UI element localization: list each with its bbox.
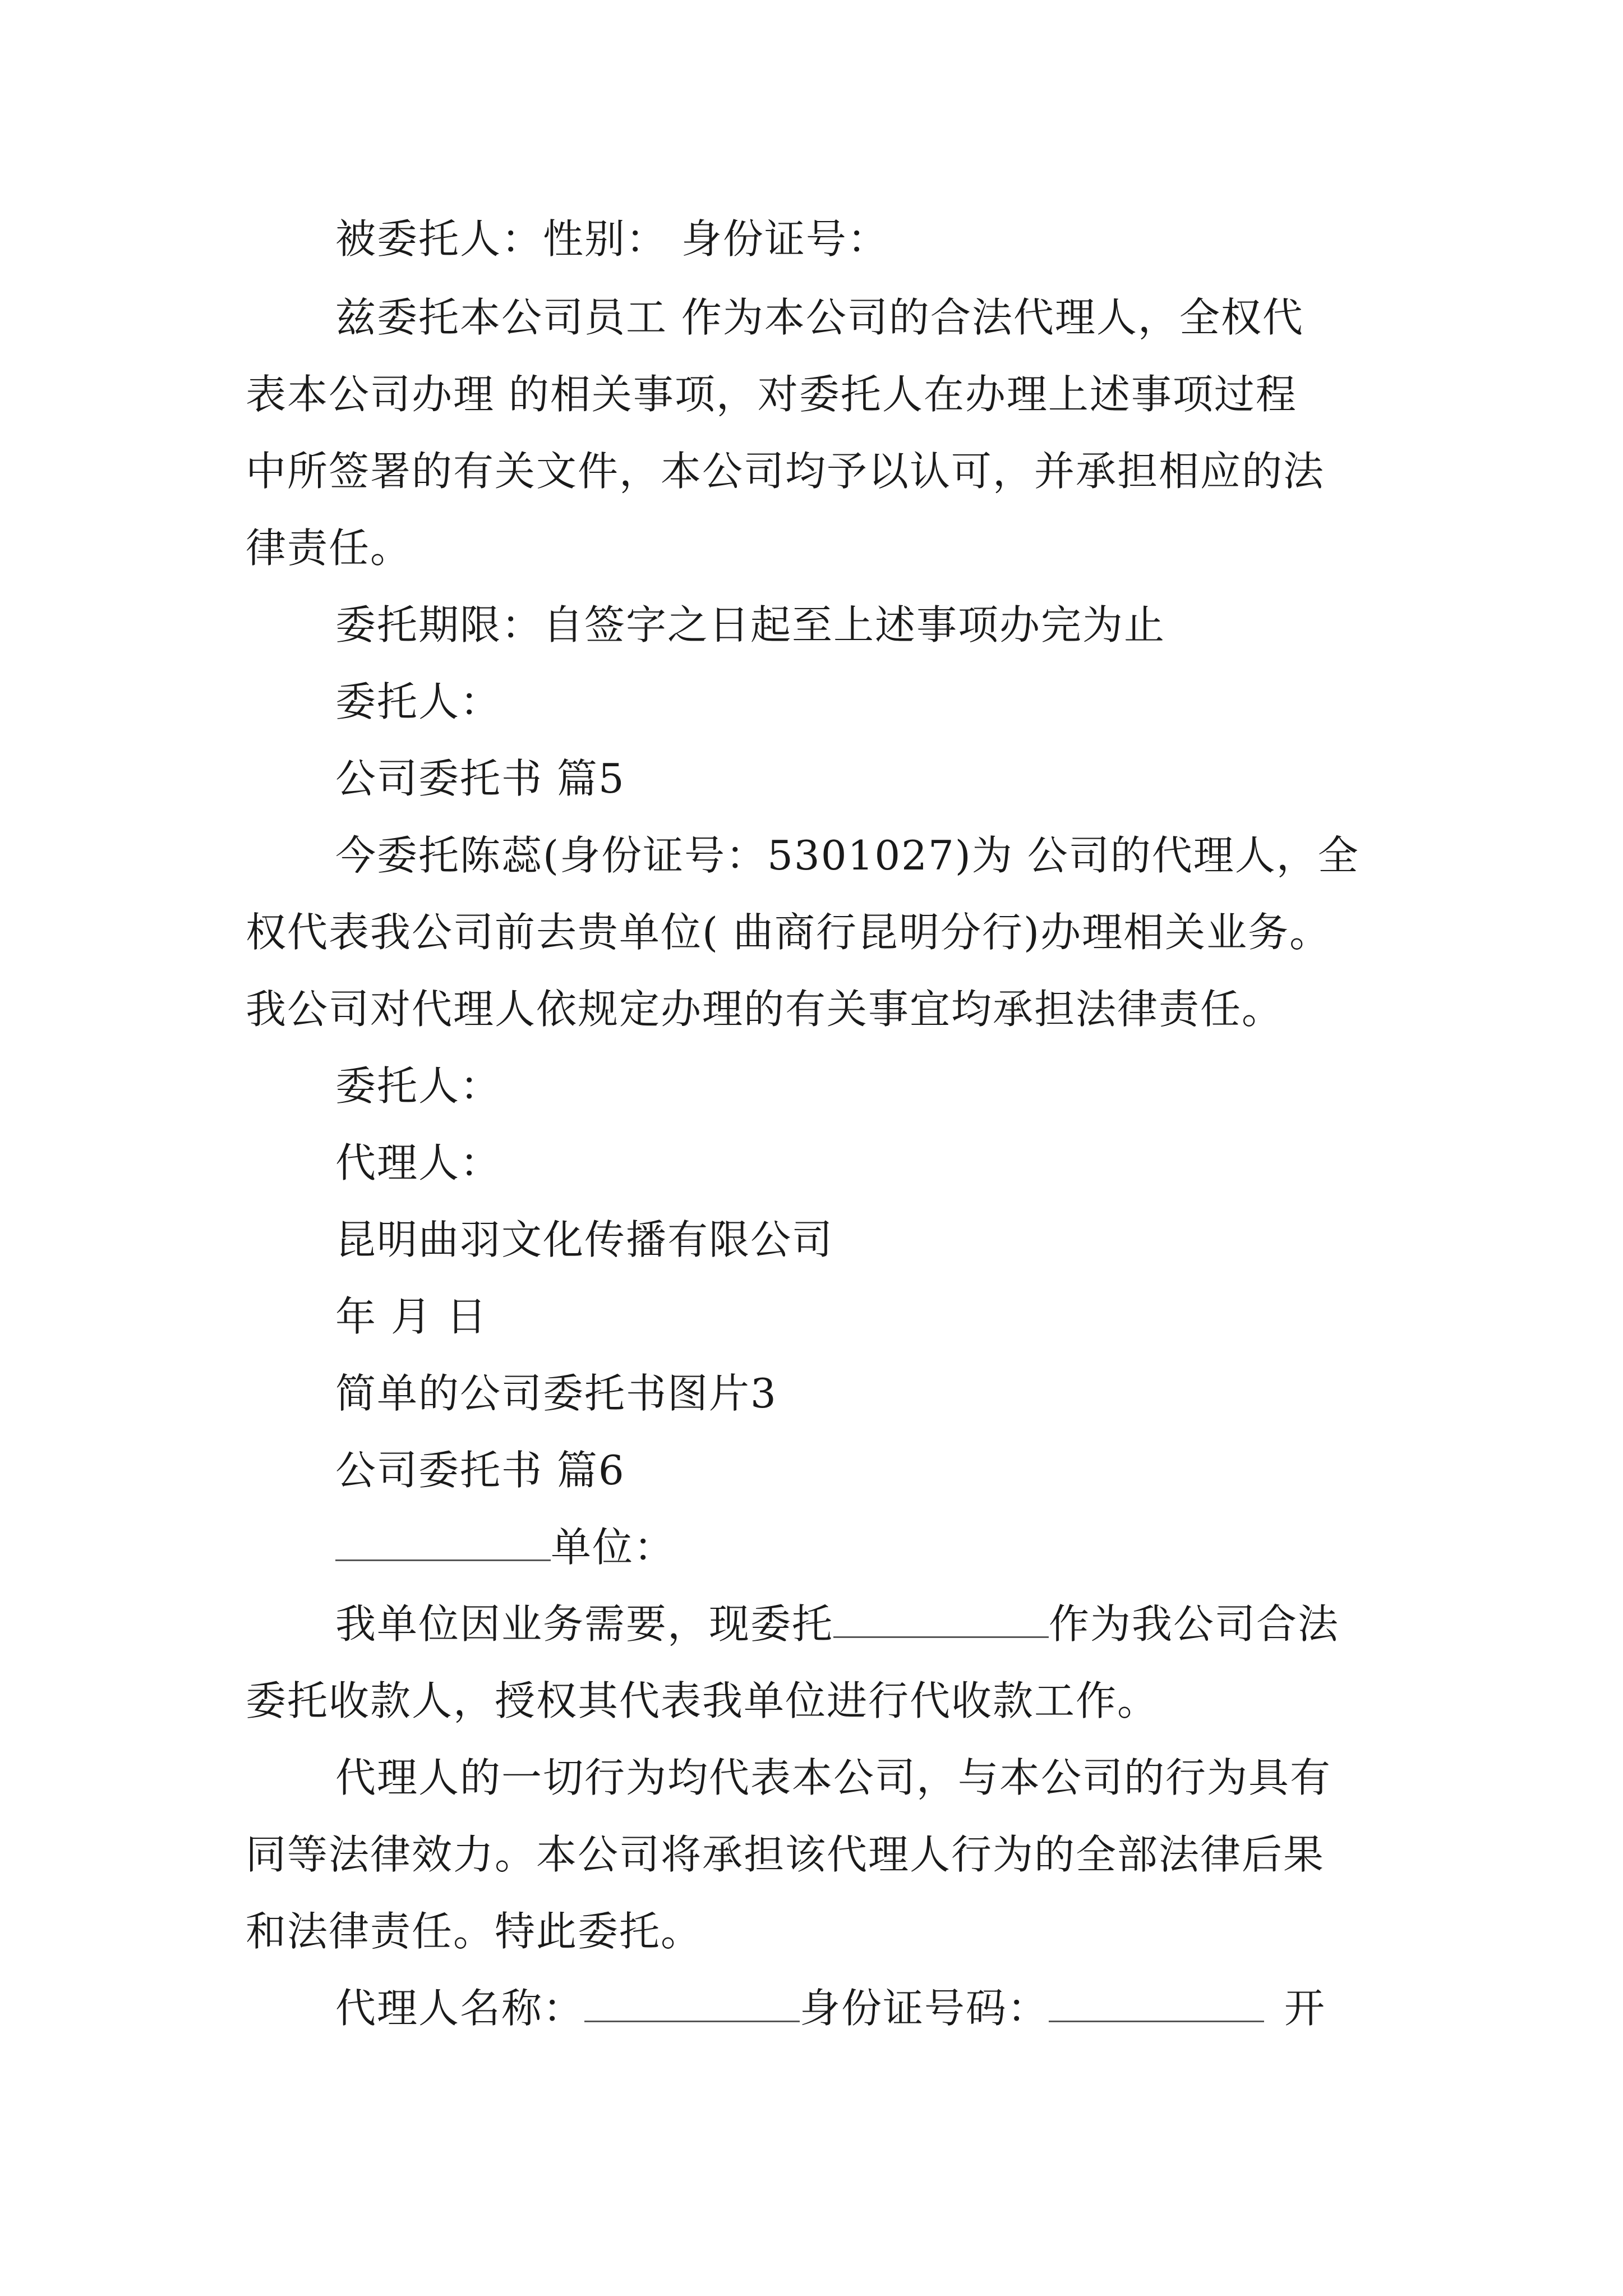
text-line: 委托人： bbox=[335, 1062, 502, 1110]
text-line: 兹委托本公司员工 作为本公司的合法代理人，全权代 bbox=[335, 294, 1304, 341]
text-line: 今委托陈蕊(身份证号：5301027)为 公司的代理人，全 bbox=[335, 832, 1359, 879]
section-heading: 公司委托书 篇5 bbox=[335, 755, 625, 802]
text-line: 委托人： bbox=[335, 678, 502, 725]
text-line: 表本公司办理 的相关事项，对委托人在办理上述事项过程 bbox=[246, 371, 1297, 418]
fill-in-blank bbox=[1049, 1987, 1264, 2022]
fill-in-blank bbox=[833, 1603, 1049, 1638]
text-line: 被委托人：性别： 身份证号： bbox=[335, 215, 889, 263]
text-segment: 作为我公司合法 bbox=[1049, 1600, 1340, 1648]
id-number-label: 身份证号码： bbox=[800, 1985, 1049, 2032]
fill-in-blank bbox=[335, 1526, 551, 1561]
text-line: 权代表我公司前去贵单位( 曲商行昆明分行)办理相关业务。 bbox=[246, 909, 1331, 956]
unit-label: 单位： bbox=[551, 1524, 676, 1571]
text-segment: 开 bbox=[1284, 1985, 1326, 2032]
text-line: 委托期限：自签字之日起至上述事项办完为止 bbox=[335, 601, 1166, 648]
text-line: 律责任。 bbox=[246, 524, 412, 572]
text-line: 代理人的一切行为均代表本公司，与本公司的行为具有 bbox=[335, 1754, 1332, 1801]
text-line: 同等法律效力。本公司将承担该代理人行为的全部法律后果 bbox=[246, 1831, 1325, 1878]
text-line: 中所签署的有关文件，本公司均予以认可，并承担相应的法 bbox=[246, 448, 1325, 495]
text-line bbox=[335, 1597, 1339, 1651]
text-line: 我公司对代理人依规定办理的有关事宜均承担法律责任。 bbox=[246, 986, 1284, 1033]
text-line: 代理人： bbox=[335, 1139, 502, 1186]
text-line: 昆明曲羽文化传播有限公司 bbox=[335, 1216, 834, 1263]
date-line: 年 月 日 bbox=[335, 1293, 488, 1340]
text-line: 委托收款人，授权其代表我单位进行代收款工作。 bbox=[246, 1677, 1159, 1724]
unit-line bbox=[335, 1520, 675, 1574]
image-caption: 简单的公司委托书图片3 bbox=[335, 1370, 777, 1417]
fill-in-blank bbox=[584, 1987, 800, 2022]
text-segment: 我单位因业务需要，现委托 bbox=[335, 1600, 834, 1648]
section-heading: 公司委托书 篇6 bbox=[335, 1447, 625, 1494]
agent-name-label: 代理人名称： bbox=[335, 1985, 585, 2032]
agent-info-line bbox=[335, 1981, 1326, 2035]
text-line: 和法律责任。特此委托。 bbox=[246, 1908, 703, 1955]
